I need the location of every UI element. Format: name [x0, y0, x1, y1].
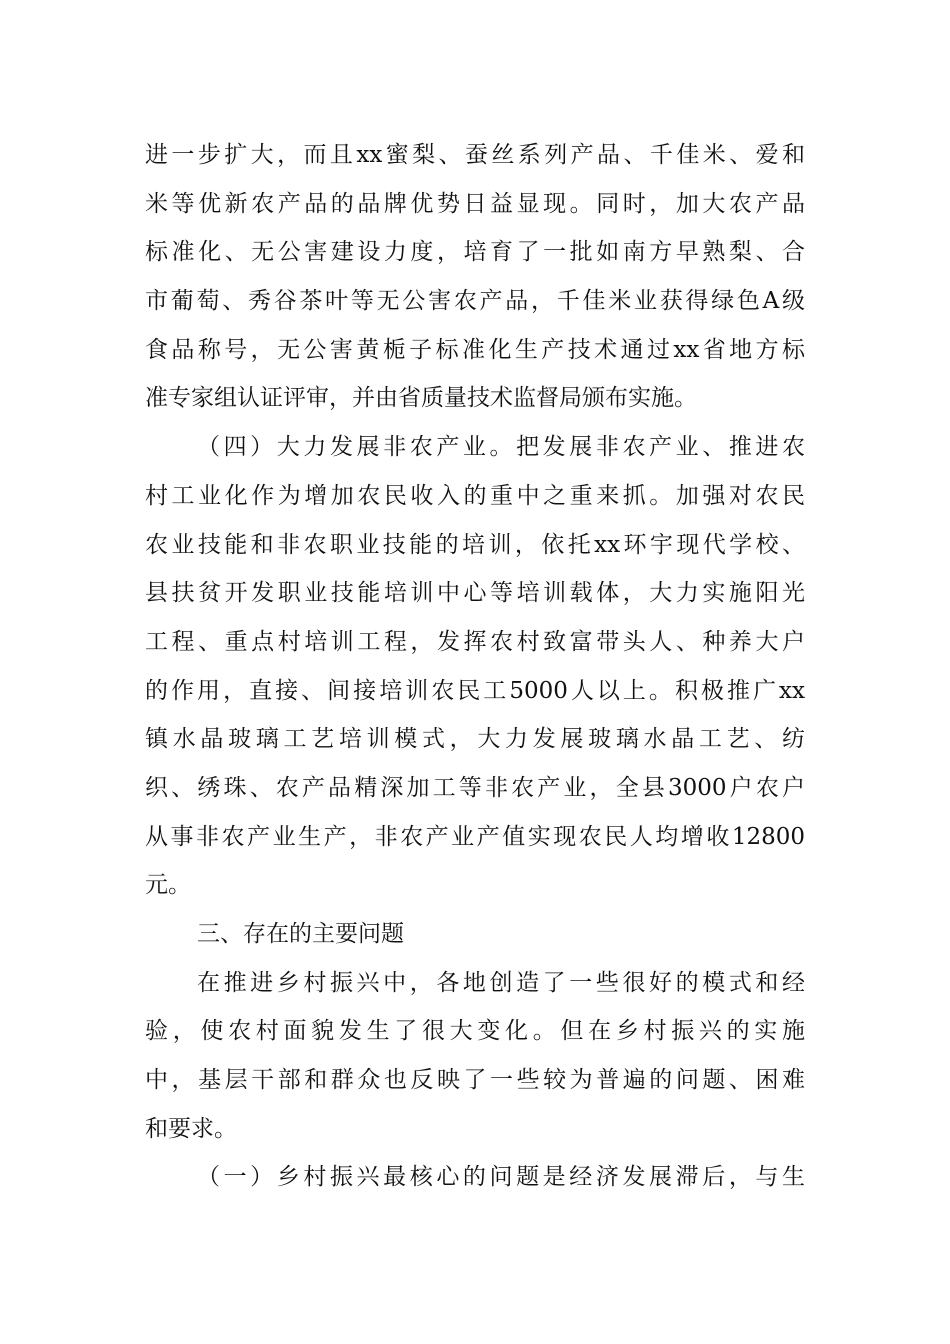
paragraph-line: （四）大力发展非农产业。把发展非农产业、推进农 — [197, 434, 805, 461]
paragraph-line: 织、绣珠、农产品精深加工等非农产业，全县3000户农户 — [145, 774, 805, 801]
paragraph-line: 元。 — [145, 872, 191, 899]
paragraph-line: 和要求。 — [145, 1115, 237, 1142]
paragraph-line: 从事非农产业生产，非农产业产值实现农民人均增收12800 — [145, 823, 805, 850]
paragraph-line: 的作用，直接、间接培训农民工5000人以上。积极推广xx — [145, 677, 805, 704]
paragraph-line: 镇水晶玻璃工艺培训模式，大力发展玻璃水晶工艺、纺 — [145, 726, 805, 753]
paragraph-line: 村工业化作为增加农民收入的重中之重来抓。加强对农民 — [145, 482, 805, 509]
paragraph-line: 标准化、无公害建设力度，培育了一批如南方早熟梨、合 — [145, 239, 805, 266]
paragraph-line: 准专家组认证评审，并由省质量技术监督局颁布实施。 — [145, 385, 697, 412]
paragraph-line: 市葡萄、秀谷茶叶等无公害农产品，千佳米业获得绿色A级 — [145, 288, 805, 315]
paragraph-line: 工程、重点村培训工程，发挥农村致富带头人、种养大户 — [145, 628, 805, 655]
paragraph-line: 米等优新农产品的品牌优势日益显现。同时，加大农产品 — [145, 190, 805, 217]
paragraph-line: 进一步扩大，而且xx蜜梨、蚕丝系列产品、千佳米、爱和 — [145, 142, 805, 168]
document-body — [145, 131, 805, 1202]
paragraph-line: 验，使农村面貌发生了很大变化。但在乡村振兴的实施 — [145, 1018, 805, 1045]
paragraph-line: 在推进乡村振兴中，各地创造了一些很好的模式和经 — [197, 969, 805, 996]
paragraph-line: 食品称号，无公害黄栀子标准化生产技术通过xx省地方标 — [145, 336, 805, 363]
paragraph-line: 中，基层干部和群众也反映了一些较为普遍的问题、困难 — [145, 1067, 805, 1094]
paragraph-line: （一）乡村振兴最核心的问题是经济发展滞后，与生 — [197, 1164, 805, 1191]
paragraph-line: 农业技能和非农职业技能的培训，依托xx环宇现代学校、 — [145, 531, 805, 558]
section-heading: 三、存在的主要问题 — [197, 921, 404, 947]
paragraph-line: 县扶贫开发职业技能培训中心等培训载体，大力实施阳光 — [145, 580, 805, 607]
